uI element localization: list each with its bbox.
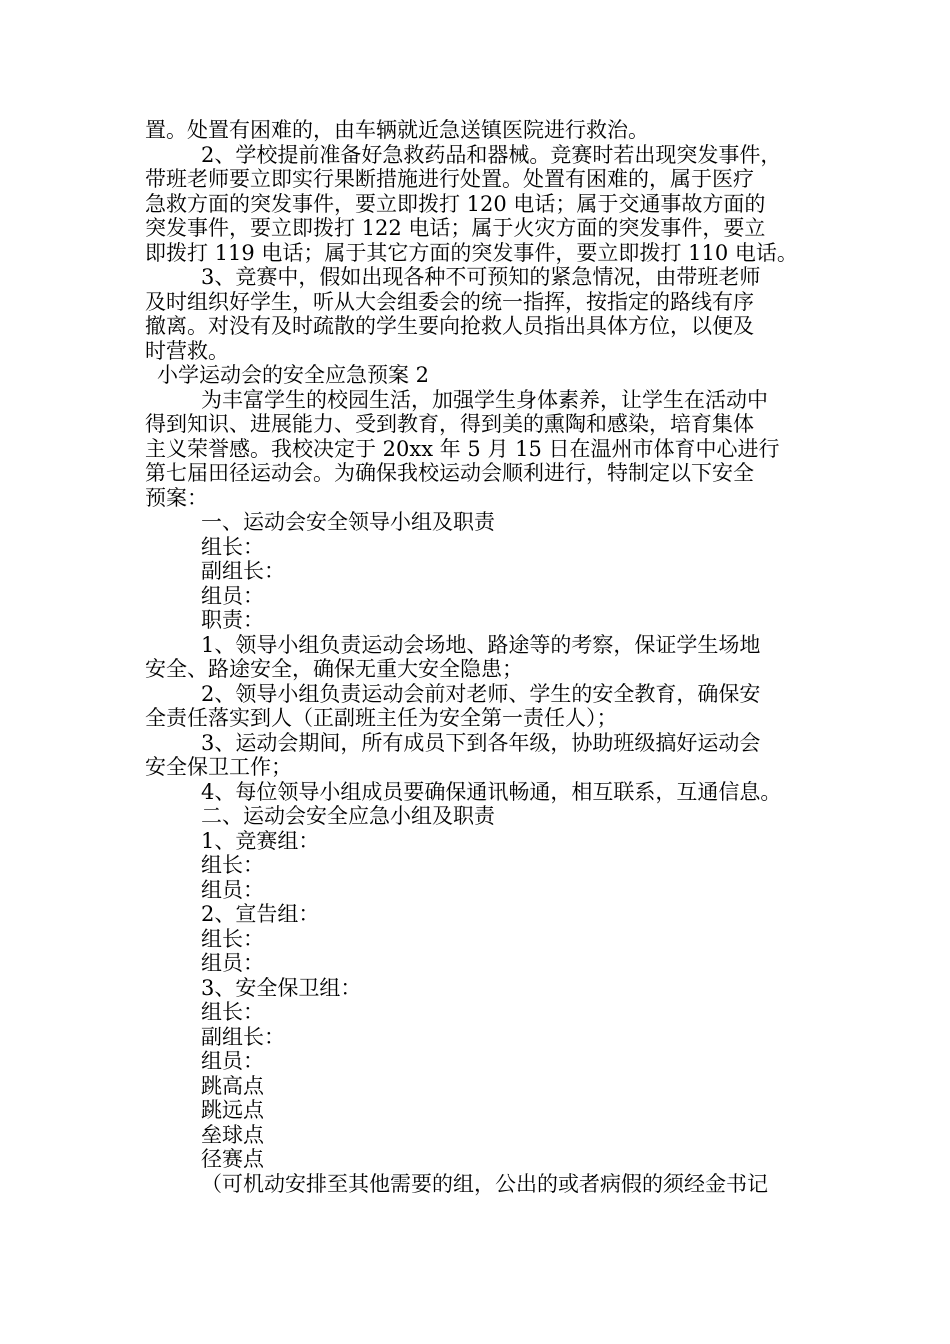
text-line: 撤离。对没有及时疏散的学生要向抢救人员指出具体方位，以便及 <box>145 314 754 338</box>
text-line: 径赛点 <box>201 1147 264 1171</box>
text-line: 置。处置有困难的，由车辆就近急送镇医院进行救治。 <box>145 118 649 142</box>
text-line: 垒球点 <box>201 1122 264 1147</box>
text-line: 副组长： <box>201 1024 285 1049</box>
text-line: 全责任落实到人（正副班主任为安全第一责任人）； <box>145 706 618 730</box>
text-line: 突发事件，要立即拨打 122 电话；属于火灾方面的突发事件，要立 <box>145 216 766 240</box>
text-line: 二、运动会安全应急小组及职责 <box>201 804 495 828</box>
text-line: 组员： <box>201 1049 264 1073</box>
text-line: 2、领导小组负责运动会前对老师、学生的安全教育，确保安 <box>201 681 761 706</box>
text-line: 时营救。 <box>145 338 229 363</box>
text-line: 2、宣告组： <box>201 902 320 926</box>
text-line: 跳高点 <box>201 1073 264 1098</box>
text-line: 副组长： <box>201 559 285 583</box>
text-line: 及时组织好学生，听从大会组委会的统一指挥，按指定的路线有序 <box>145 289 754 314</box>
text-line: 组长： <box>201 534 264 559</box>
text-line: 组长： <box>201 1000 264 1024</box>
text-line: 急救方面的突发事件，要立即拨打 120 电话；属于交通事故方面的 <box>145 191 766 216</box>
text-line: 组员： <box>201 583 264 608</box>
text-line: 跳远点 <box>201 1098 264 1122</box>
text-line: 3、运动会期间，所有成员下到各年级，协助班级搞好运动会 <box>201 730 761 755</box>
text-line: 第七届田径运动会。为确保我校运动会顺利进行，特制定以下安全 <box>145 461 754 485</box>
text-line: 安全保卫工作； <box>145 755 292 779</box>
text-line: 组员： <box>201 877 264 902</box>
text-line: 主义荣誉感。我校决定于 20xx 年 5 月 15 日在温州市体育中心进行 <box>145 436 780 461</box>
text-line: 1、竞赛组： <box>201 828 320 853</box>
text-line: 3、竞赛中，假如出现各种不可预知的紧急情况，由带班老师 <box>201 265 761 289</box>
text-line: 得到知识、进展能力、受到教育，得到美的熏陶和感染，培育集体 <box>145 412 754 436</box>
text-line: 带班老师要立即实行果断措施进行处置。处置有困难的，属于医疗 <box>145 167 754 191</box>
text-line: 4、每位领导小组成员要确保通讯畅通，相互联系，互通信息。 <box>201 779 782 804</box>
text-line: （可机动安排至其他需要的组，公出的或者病假的须经金书记 <box>201 1171 768 1196</box>
text-line: 2、学校提前准备好急救药品和器械。竞赛时若出现突发事件， <box>201 142 782 167</box>
text-line: 组长： <box>201 853 264 877</box>
text-line: 1、领导小组负责运动会场地、路途等的考察，保证学生场地 <box>201 632 761 657</box>
text-line: 为丰富学生的校园生活，加强学生身体素养，让学生在活动中 <box>201 387 768 412</box>
text-line: 职责： <box>201 608 264 632</box>
document-body <box>145 118 810 1196</box>
text-line: 组长： <box>201 926 264 951</box>
section-heading: 小学运动会的安全应急预案 2 <box>157 363 430 387</box>
text-line: 安全、路途安全，确保无重大安全隐患； <box>145 657 523 681</box>
text-line: 即拨打 119 电话；属于其它方面的突发事件，要立即拨打 110 电话。 <box>145 240 798 265</box>
text-line: 一、运动会安全领导小组及职责 <box>201 510 495 534</box>
text-line: 3、安全保卫组： <box>201 975 362 1000</box>
text-line: 组员： <box>201 951 264 975</box>
text-line: 预案： <box>145 485 208 510</box>
